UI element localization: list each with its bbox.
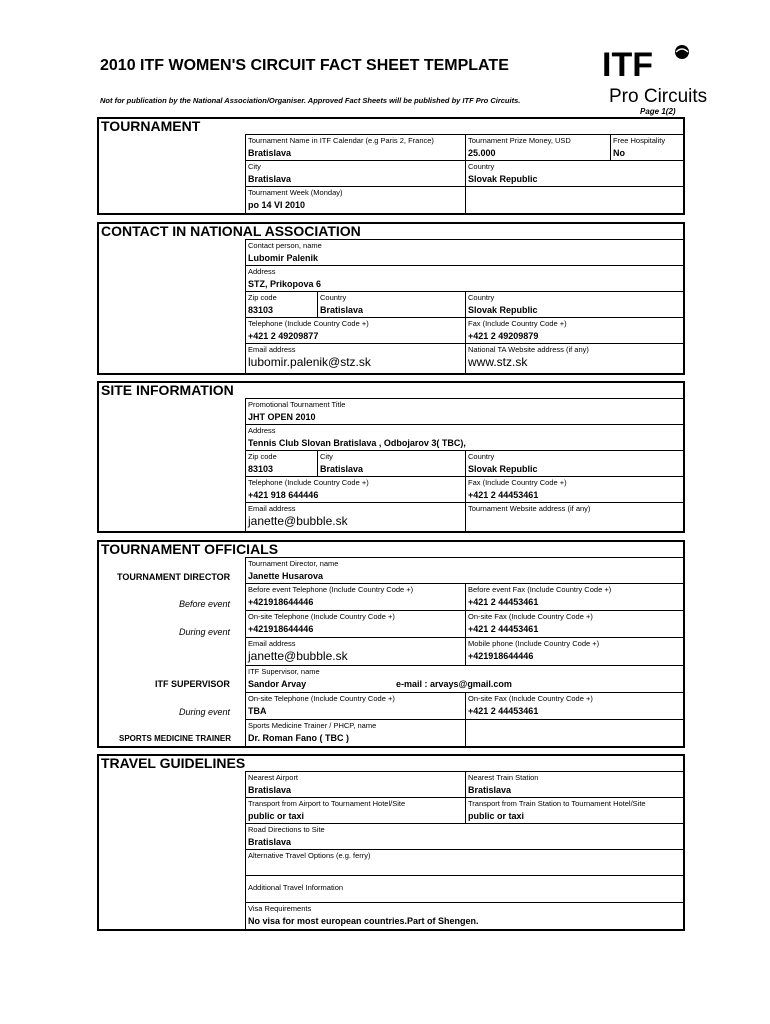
- site-email-value: janette@bubble.sk: [248, 514, 348, 528]
- td-name-value: Janette Husarova: [248, 571, 324, 581]
- td-before-fax-value: +421 2 44453461: [468, 597, 539, 607]
- tournament-week-field[interactable]: [245, 186, 466, 215]
- tournament-director-side-label: TOURNAMENT DIRECTOR: [117, 572, 231, 582]
- additional-travel-label: Additional Travel Information: [248, 883, 344, 892]
- contact-city-field[interactable]: [317, 291, 466, 318]
- site-promo-field[interactable]: [245, 398, 685, 425]
- td-onsite-tel-label: On-site Telephone (Include Country Code +): [248, 612, 395, 621]
- site-promo-value: JHT OPEN 2010: [248, 412, 316, 422]
- contact-city-value: Bratislava: [320, 305, 364, 315]
- section-travel: [97, 754, 685, 931]
- prize-money-field[interactable]: [465, 134, 611, 161]
- site-promo-label: Promotional Tournament Title: [248, 400, 346, 409]
- td-before-tel-label: Before event Telephone (Include Country Code +): [248, 585, 414, 594]
- contact-telephone-label: Telephone (Include Country Code +): [248, 319, 369, 328]
- visa-field[interactable]: [245, 902, 685, 931]
- alt-travel-field[interactable]: [245, 849, 685, 876]
- contact-person-value: Lubomir Palenik: [248, 253, 319, 263]
- site-email-label: Email address: [248, 504, 296, 513]
- contact-fax-label: Fax (Include Country Code +): [468, 319, 567, 328]
- site-telephone-field[interactable]: [245, 476, 466, 503]
- contact-address-label: Address: [248, 267, 276, 276]
- td-onsite-fax-label: On-site Fax (Include Country Code +): [468, 612, 593, 621]
- td-before-tel-field[interactable]: [245, 583, 466, 611]
- section-tournament: [97, 117, 685, 215]
- section-site: [97, 381, 685, 533]
- td-before-fax-field[interactable]: [465, 583, 685, 611]
- train-station-label: Nearest Train Station: [468, 773, 539, 782]
- td-email-value: janette@bubble.sk: [248, 649, 348, 663]
- tournament-name-label: Tournament Name in ITF Calendar (e.g Paris 2, France): [248, 136, 434, 145]
- td-before-fax-label: Before event Fax (Include Country Code +): [468, 585, 612, 594]
- supervisor-fax-label: On-site Fax (Include Country Code +): [468, 694, 593, 703]
- td-onsite-tel-value: +421918644446: [248, 624, 314, 634]
- contact-zip-value: 83103: [248, 305, 274, 315]
- tournament-name-field[interactable]: [245, 134, 466, 161]
- country-value: Slovak Republic: [468, 174, 538, 184]
- supervisor-tel-label: On-site Telephone (Include Country Code +): [248, 694, 395, 703]
- contact-website-value: www.stz.sk: [468, 355, 528, 369]
- site-country-value: Slovak Republic: [468, 464, 538, 474]
- td-before-event-side-label: Before event: [179, 599, 231, 609]
- transport-airport-field[interactable]: [245, 797, 466, 824]
- contact-city-label: Country: [320, 293, 347, 302]
- sup-during-event-side-label: During event: [179, 707, 231, 717]
- logo-itf-text: ITF: [602, 46, 653, 84]
- section-officials: [97, 540, 685, 748]
- airport-label: Nearest Airport: [248, 773, 299, 782]
- site-website-field[interactable]: [465, 502, 685, 533]
- smt-name-label: Sports Medicine Trainer / PHCP, name: [248, 721, 377, 730]
- contact-country-label: Country: [468, 293, 495, 302]
- supervisor-tel-value: TBA: [248, 706, 267, 716]
- contact-website-label: National TA Website address (if any): [468, 345, 589, 354]
- contact-website-field[interactable]: [465, 343, 685, 375]
- td-mobile-field[interactable]: [465, 637, 685, 666]
- site-email-field[interactable]: [245, 502, 466, 533]
- page-number: Page 1(2): [640, 107, 676, 116]
- tournament-name-value: Bratislava: [248, 148, 292, 158]
- site-city-field[interactable]: [317, 450, 466, 477]
- supervisor-fax-value: +421 2 44453461: [468, 706, 539, 716]
- contact-zip-field[interactable]: [245, 291, 318, 318]
- prize-money-label: Tournament Prize Money, USD: [468, 136, 571, 145]
- site-country-label: Country: [468, 452, 495, 461]
- contact-email-value: lubomir.palenik@stz.sk: [248, 355, 371, 369]
- supervisor-tel-field[interactable]: [245, 692, 466, 720]
- train-station-field[interactable]: [465, 771, 685, 798]
- tournament-week-value: po 14 VI 2010: [248, 200, 306, 210]
- free-hospitality-label: Free Hospitality: [613, 136, 666, 145]
- contact-zip-label: Zip code: [248, 293, 277, 302]
- contact-country-field[interactable]: [465, 291, 685, 318]
- empty-cell: [465, 186, 685, 215]
- city-value: Bratislava: [248, 174, 292, 184]
- td-email-label: Email address: [248, 639, 296, 648]
- site-fax-label: Fax (Include Country Code +): [468, 478, 567, 487]
- site-address-value: Tennis Club Slovan Bratislava , Odbojarov 3( TBC),: [248, 438, 466, 448]
- contact-address-value: STZ, Prikopova 6: [248, 279, 322, 289]
- site-address-label: Address: [248, 426, 276, 435]
- contact-telephone-value: +421 2 49209877: [248, 331, 319, 341]
- section-tournament-title: TOURNAMENT: [101, 118, 201, 134]
- td-before-tel-value: +421918644446: [248, 597, 314, 607]
- contact-email-label: Email address: [248, 345, 296, 354]
- contact-address-field[interactable]: [245, 265, 685, 292]
- section-site-title: SITE INFORMATION: [101, 382, 234, 398]
- prize-money-value: 25.000: [468, 148, 496, 158]
- site-zip-value: 83103: [248, 464, 274, 474]
- td-mobile-label: Mobile phone (Include Country Code +): [468, 639, 600, 648]
- contact-fax-field[interactable]: [465, 317, 685, 344]
- contact-telephone-field[interactable]: [245, 317, 466, 344]
- smt-name-value: Dr. Roman Fano ( TBC ): [248, 733, 349, 743]
- transport-airport-label: Transport from Airport to Tournament Hotel/Site: [248, 799, 406, 808]
- smt-name-field[interactable]: [245, 719, 466, 748]
- site-city-value: Bratislava: [320, 464, 364, 474]
- supervisor-name-label: ITF Supervisor, name: [248, 667, 320, 676]
- td-onsite-fax-value: +421 2 44453461: [468, 624, 539, 634]
- site-country-field[interactable]: [465, 450, 685, 477]
- road-directions-label: Road Directions to Site: [248, 825, 325, 834]
- section-travel-title: TRAVEL GUIDELINES: [101, 755, 246, 771]
- site-telephone-value: +421 918 644446: [248, 490, 319, 500]
- site-zip-label: Zip code: [248, 452, 277, 461]
- airport-value: Bratislava: [248, 785, 292, 795]
- visa-label: Visa Requirements: [248, 904, 312, 913]
- tournament-week-label: Tournament Week (Monday): [248, 188, 343, 197]
- additional-travel-field[interactable]: [245, 875, 685, 903]
- contact-fax-value: +421 2 49209879: [468, 331, 539, 341]
- section-officials-title: TOURNAMENT OFFICIALS: [101, 541, 279, 557]
- td-mobile-value: +421918644446: [468, 651, 534, 661]
- supervisor-email-value: e-mail : arvays@gmail.com: [396, 679, 512, 689]
- itf-pro-circuits-logo: [600, 40, 712, 110]
- site-telephone-label: Telephone (Include Country Code +): [248, 478, 369, 487]
- td-email-field[interactable]: [245, 637, 466, 666]
- transport-airport-value: public or taxi: [248, 811, 305, 821]
- train-station-value: Bratislava: [468, 785, 512, 795]
- site-website-label: Tournament Website address (if any): [468, 504, 591, 513]
- site-fax-value: +421 2 44453461: [468, 490, 539, 500]
- td-name-field[interactable]: [245, 557, 685, 584]
- country-label: Country: [468, 162, 495, 171]
- sports-medicine-side-label: SPORTS MEDICINE TRAINER: [119, 734, 232, 743]
- airport-field[interactable]: [245, 771, 466, 798]
- logo-pro-circuits-text: Pro Circuits: [609, 86, 708, 107]
- page-title: 2010 ITF WOMEN'S CIRCUIT FACT SHEET TEMPLATE: [100, 57, 509, 74]
- free-hospitality-field[interactable]: [610, 134, 685, 161]
- transport-train-label: Transport from Train Station to Tournament Hotel/Site: [468, 799, 646, 808]
- supervisor-name-field[interactable]: [245, 665, 685, 693]
- contact-email-field[interactable]: [245, 343, 466, 375]
- road-directions-field[interactable]: [245, 823, 685, 850]
- alt-travel-label: Alternative Travel Options (e.g. ferry): [248, 851, 371, 860]
- section-contact: [97, 222, 685, 375]
- transport-train-value: public or taxi: [468, 811, 525, 821]
- td-during-event-side-label: During event: [179, 627, 231, 637]
- city-label: City: [248, 162, 261, 171]
- section-contact-title: CONTACT IN NATIONAL ASSOCIATION: [101, 223, 361, 239]
- page-subtitle: Not for publication by the National Association/Organiser. Approved Fact Sheets will be published by ITF Pro Circuits.: [100, 96, 521, 105]
- itf-supervisor-side-label: ITF SUPERVISOR: [155, 679, 230, 689]
- supervisor-name-value: Sandor Arvay: [248, 679, 307, 689]
- country-field[interactable]: [465, 160, 685, 187]
- supervisor-fax-field[interactable]: [465, 692, 685, 720]
- city-field[interactable]: [245, 160, 466, 187]
- site-address-field[interactable]: [245, 424, 685, 451]
- site-city-label: City: [320, 452, 333, 461]
- contact-person-label: Contact person, name: [248, 241, 322, 250]
- site-zip-field[interactable]: [245, 450, 318, 477]
- td-onsite-tel-field[interactable]: [245, 610, 466, 638]
- td-onsite-fax-field[interactable]: [465, 610, 685, 638]
- road-directions-value: Bratislava: [248, 837, 292, 847]
- contact-country-value: Slovak Republic: [468, 305, 538, 315]
- site-fax-field[interactable]: [465, 476, 685, 503]
- contact-person-field[interactable]: [245, 239, 685, 266]
- visa-value: No visa for most european countries.Part of Shengen.: [248, 916, 479, 926]
- free-hospitality-value: No: [613, 148, 625, 158]
- transport-train-field[interactable]: [465, 797, 685, 824]
- td-name-label: Tournament Director, name: [248, 559, 339, 568]
